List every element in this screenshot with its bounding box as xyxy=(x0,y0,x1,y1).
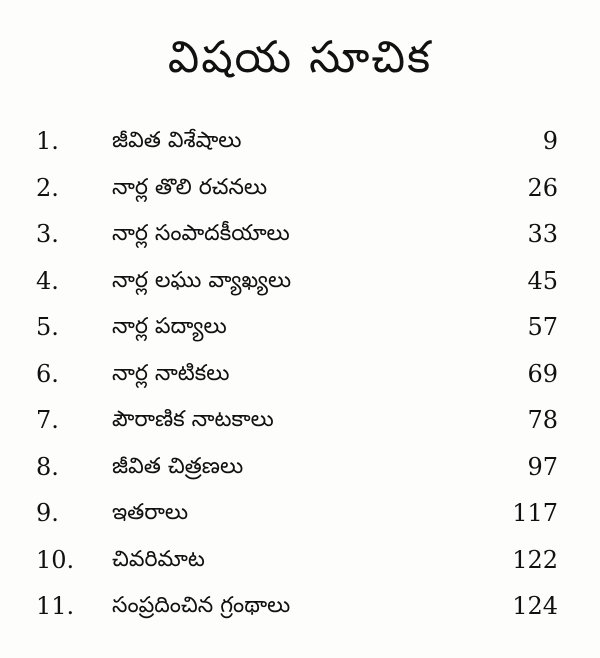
toc-number: 7. xyxy=(36,406,59,434)
toc-page-number: 124 xyxy=(512,592,558,620)
toc-page-number: 57 xyxy=(527,313,558,341)
toc-row xyxy=(0,258,600,305)
toc-page-number: 33 xyxy=(527,220,558,248)
toc-row xyxy=(0,490,600,537)
toc-label: ఇతరాలు xyxy=(112,500,189,525)
toc-page-number: 97 xyxy=(527,452,558,481)
toc-page-number: 78 xyxy=(527,406,558,434)
toc-row xyxy=(0,583,600,630)
toc-label: జీవిత విశేషాలు xyxy=(112,128,242,153)
toc-label: సంప్రదించిన గ్రంథాలు xyxy=(112,593,291,618)
toc-page-number: 9 xyxy=(542,127,558,155)
toc-row xyxy=(0,351,600,398)
page-title: విషయ సూచిక xyxy=(167,32,433,83)
table-of-contents xyxy=(0,118,600,630)
toc-row xyxy=(0,211,600,258)
toc-label: నార్ల లఘు వ్యాఖ్యలు xyxy=(112,267,292,293)
toc-row xyxy=(0,537,600,584)
toc-page-number: 26 xyxy=(527,173,558,202)
toc-number: 1. xyxy=(36,127,59,155)
toc-number: 6. xyxy=(36,359,59,388)
toc-page-number: 122 xyxy=(512,545,558,574)
toc-number: 11. xyxy=(36,592,75,620)
toc-number: 5. xyxy=(36,313,59,341)
toc-page-number: 69 xyxy=(527,359,558,388)
toc-row xyxy=(0,304,600,351)
toc-row xyxy=(0,397,600,444)
toc-page-number: 117 xyxy=(512,499,558,527)
toc-number: 8. xyxy=(36,452,59,481)
toc-label: పౌరాణిక నాటకాలు xyxy=(112,407,274,432)
toc-number: 3. xyxy=(36,220,59,248)
toc-number: 9. xyxy=(36,499,59,527)
toc-label: జీవిత చిత్రణలు xyxy=(112,453,244,479)
toc-row xyxy=(0,444,600,491)
toc-row xyxy=(0,165,600,212)
toc-number: 2. xyxy=(36,173,59,202)
toc-row xyxy=(0,118,600,165)
toc-label: నార్ల పద్యాలు xyxy=(112,314,227,339)
toc-page-number: 45 xyxy=(527,266,558,295)
toc-label: నార్ల నాటికలు xyxy=(112,360,230,386)
toc-label: నార్ల తొలి రచనలు xyxy=(112,174,268,200)
toc-number: 4. xyxy=(36,266,59,295)
toc-number: 10. xyxy=(36,545,75,574)
toc-label: నార్ల సంపాదకీయాలు xyxy=(112,221,290,246)
toc-label: చివరిమాట xyxy=(112,546,205,572)
